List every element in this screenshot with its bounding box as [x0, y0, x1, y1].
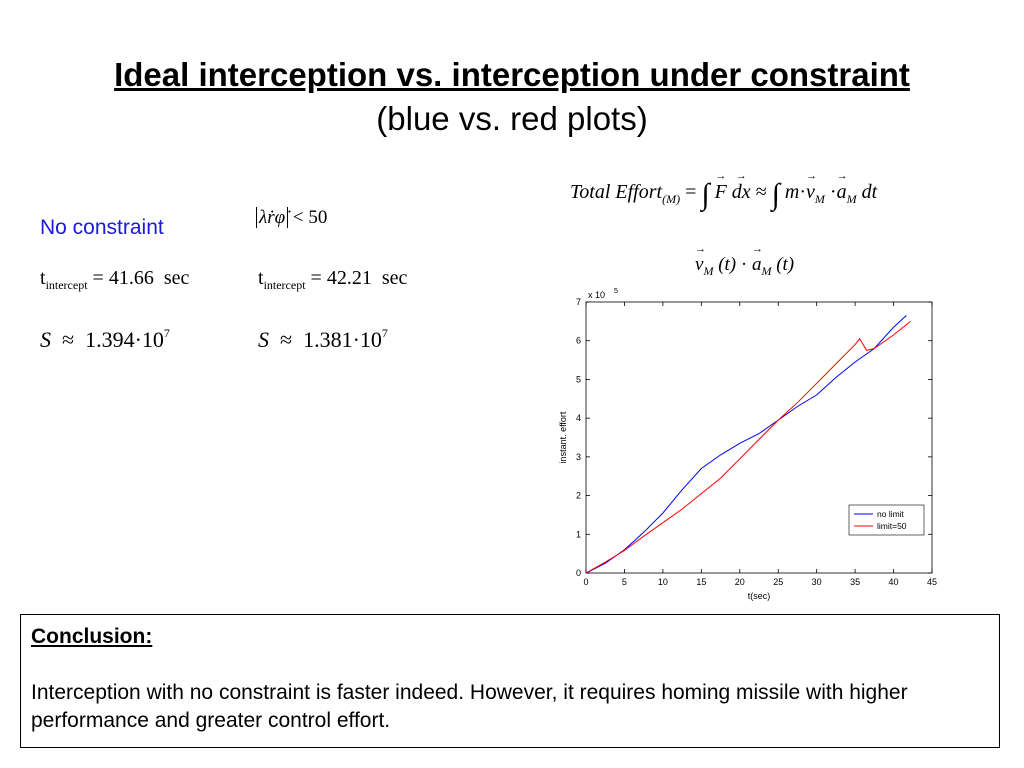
velocity-vector: → v: [806, 181, 815, 204]
acceleration-subscript: M: [846, 192, 857, 206]
t-unit: sec: [163, 267, 190, 289]
no-constraint-label: No constraint: [40, 216, 164, 239]
t-subscript: intercept: [263, 278, 306, 292]
dot-operator-1: ·: [799, 181, 807, 203]
velocity-subscript: M: [703, 264, 714, 278]
legend-label: limit=50: [877, 521, 907, 531]
x-tick-label: 45: [926, 577, 938, 587]
x-tick-label: 30: [811, 577, 822, 587]
y-tick-label: 7: [575, 297, 581, 307]
y-tick-label: 1: [575, 529, 581, 540]
mass-symbol: m: [784, 181, 800, 203]
conclusion-heading: Conclusion:: [31, 625, 153, 648]
constraint-expression: λṙφ̇: [256, 207, 288, 228]
t-value: = 42.21: [310, 267, 372, 289]
effort-value-limit: [258, 327, 388, 353]
x-tick-label: 35: [850, 577, 861, 587]
dot-operator-2: ·: [829, 181, 837, 203]
instant-effort-formula: [695, 254, 794, 276]
y-axis-label: instant. effort: [558, 411, 568, 464]
constraint-formula: [256, 207, 327, 229]
x-tick-label: 25: [773, 577, 784, 587]
y-tick-label: 0: [575, 568, 581, 578]
y-tick-label: 6: [575, 335, 581, 346]
y-tick-label: 2: [575, 490, 581, 501]
s-exponent: 7: [381, 326, 388, 340]
x-tick-label: 20: [734, 577, 745, 587]
acceleration-vector: → a: [837, 181, 847, 204]
effort-value-no-limit: [40, 327, 170, 353]
y-multiplier: x 10: [588, 290, 606, 300]
y-multiplier-exponent: 5: [614, 288, 618, 295]
velocity-subscript: M: [814, 192, 825, 206]
effort-subscript: (M): [662, 192, 681, 206]
time-arg-2: (t): [776, 254, 795, 275]
x-tick-label: 15: [696, 577, 707, 587]
s-value: 1.394·10: [85, 327, 164, 352]
conclusion-box: [20, 614, 1000, 748]
acceleration-vector: → a: [752, 254, 762, 276]
x-tick-label: 5: [621, 577, 627, 587]
x-tick-label: 40: [888, 577, 899, 587]
t-symbol: t: [258, 267, 264, 289]
y-tick-label: 3: [575, 451, 581, 462]
dot-operator: ·: [740, 254, 748, 275]
legend-label: no limit: [877, 509, 904, 519]
equals-sign: =: [685, 181, 697, 203]
time-arg-1: (t): [718, 254, 737, 275]
s-symbol: S: [40, 327, 51, 352]
dx-vector: → dx: [732, 181, 751, 204]
t-symbol: t: [40, 267, 46, 289]
force-vector: → F: [715, 181, 727, 204]
t-unit: sec: [381, 267, 408, 289]
conclusion-text: Interception with no constraint is faster indeed. However, it requires homing missile with higher performance and greater control effort.: [31, 681, 908, 732]
x-tick-label: 0: [583, 577, 589, 587]
s-exponent: 7: [163, 326, 170, 340]
x-axis-label: t(sec): [747, 591, 771, 601]
constraint-limit: < 50: [292, 207, 328, 228]
approx-sign: ≈: [62, 327, 75, 352]
t-value: = 41.66: [92, 267, 154, 289]
slide-subtitle: (blue vs. red plots): [376, 100, 648, 137]
y-tick-label: 5: [575, 374, 581, 385]
total-word: Total: [570, 181, 611, 203]
effort-chart: [542, 283, 952, 603]
dt-symbol: dt: [861, 181, 878, 203]
s-symbol: S: [258, 327, 269, 352]
total-effort-formula: [570, 172, 878, 211]
integral-sign-2: ∫: [771, 178, 780, 211]
acceleration-subscript: M: [761, 264, 772, 278]
s-value: 1.381·10: [303, 327, 382, 352]
approx-sign: ≈: [755, 181, 767, 203]
x-tick-label: 10: [657, 577, 668, 587]
y-tick-label: 4: [575, 413, 581, 424]
effort-word: Effort: [615, 181, 663, 203]
approx-sign: ≈: [280, 327, 293, 352]
intercept-time-limit: [258, 267, 407, 290]
slide-title: Ideal interception vs. interception under constraint: [114, 56, 910, 93]
velocity-vector: → v: [695, 254, 703, 276]
integral-sign-1: ∫: [701, 178, 710, 211]
t-subscript: intercept: [45, 278, 88, 292]
intercept-time-no-limit: [40, 267, 189, 290]
